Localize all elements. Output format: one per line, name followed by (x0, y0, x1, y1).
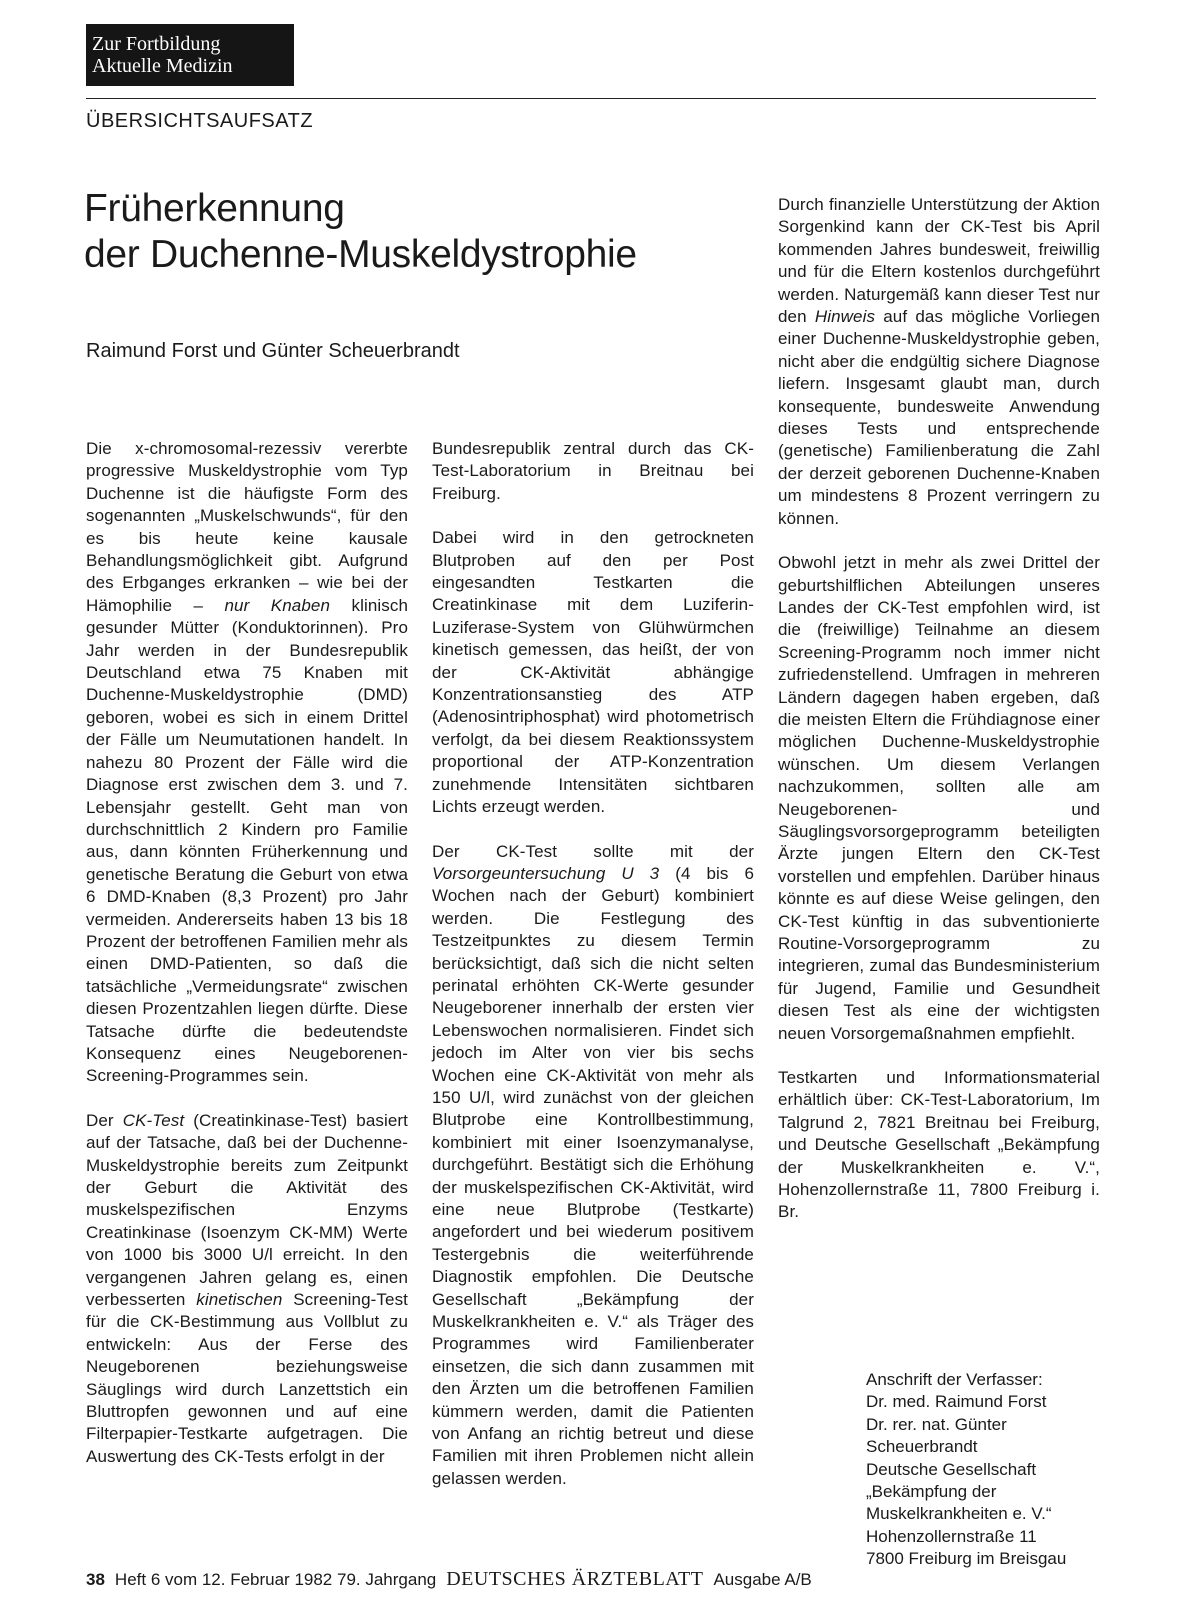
top-rule (86, 98, 1096, 99)
text: auf das mögliche Vorliegen einer Duchenne-Muskeldystrophie geben, nicht aber die endgültig sichere Diagnose liefern. Insgesamt glaubt man, durch konsequente, bundesweite Anwendung dieses Tests und entsprechende (genetische) Familienberatung die Zahl der derzeit geborenen Duchenne-Knaben um mindestens 8 Prozent verringern zu können. (778, 307, 1100, 528)
col3-paragraph-2: Obwohl jetzt in mehr als zwei Drittel der geburtshilflichen Abteilungen unseres Landes der CK-Test empfohlen wird, ist die (freiwillige) Teilnahme an diesem Screening-Programm noch immer nicht zufriedenstellend. Umfragen in mehreren Ländern dagegen haben ergeben, daß die meisten Eltern die Frühdiagnose einer möglichen Duchenne-Muskeldystrophie wünschen. Um diesem Verlangen nachzukommen, sollten alle am Neugeborenen- und Säuglingsvorsorgeprogramm beteiligten Ärzte jungen Eltern den CK-Test vorstellen und empfehlen. Darüber hinaus könnte es auf diese Weise gelingen, den CK-Test künftig in das subventionierte Routine-Vorsorgeprogramm zu integrieren, zumal das Bundesministerium für Jugend, Familie und Gesundheit diesen Test als eine der wichtigsten neuen Vorsorgemaßnahmen empfiehlt. (778, 553, 1100, 1043)
emphasis: CK-Test (122, 1110, 185, 1130)
text: Der (86, 1110, 114, 1130)
text: klinisch gesunder Mütter (Konduktorinnen). Pro Jahr werden in der Bundesrepublik Deutschland etwa 75 Knaben mit Duchenne-Muskeldystrophie (DMD) geboren, wobei es sich in einem Drittel der Fälle um Neumutationen handelt. In nahezu 80 Prozent der Fälle wird die Diagnose erst zwischen dem 3. und 7. Lebensjahr gestellt. Geht man von durchschnittlich 2 Kindern pro Familie aus, dann könnten Früherkennung und genetische Beratung die Geburt von etwa 6 DMD-Knaben (8,3 Prozent) pro Jahr vermeiden. Andererseits haben 13 bis 18 Prozent der betroffenen Familien mehr als einen DMD-Patienten, so daß die tatsächliche „Vermeidungsrate“ zwischen diesen Prozentzahlen liegen dürfte. Diese Tatsache dürfte die bedeutendste Konsequenz eines Neugeborenen-Screening-Programmes sein. (86, 595, 409, 1086)
issue-info: Heft 6 vom 12. Februar 1982 79. Jahrgang (114, 1570, 437, 1589)
column-1 (86, 438, 408, 1468)
col1-paragraph-2 (86, 1110, 408, 1469)
address-line: Dr. rer. nat. Günter (866, 1414, 1007, 1434)
column-3 (778, 194, 1100, 1224)
text: (4 bis 6 Wochen nach der Geburt) kombiniert werden. Die Festlegung des Testzeitpunktes zu diesem Termin berücksichtigt, daß sich die nicht selten perinatal erhöhten CK-Werte gesunder Neugeborener innerhalb der ersten vier Lebenswochen normalisieren. Findet sich jedoch im Alter von vier bis sechs Wochen eine CK-Aktivität von mehr als 150 U/l, wird zunächst von der gleichen Blutprobe eine Kontrollbestimmung, kombiniert mit einer Isoenzymanalyse, durchgeführt. Bestätigt sich die Erhöhung der muskelspezifischen CK-Aktivität, wird eine neue Blutprobe (Testkarte) angefordert und bei wiederum positivem Testergebnis die weiterführende Diagnostik empfohlen. Die Deutsche Gesellschaft „Bekämpfung der Muskelkrankheiten e. V.“ als Träger des Programmes wird Familienberater einsetzen, die sich dann zusammen mit den Ärzten um die betroffenen Familien kümmern werden, damit die Patienten von Anfang an richtig betreut und diese Familien mit ihren Problemen nicht allein gelassen werden. (432, 863, 754, 1488)
text: (Creatinkinase-Test) basiert auf der Tatsache, daß bei der Duchenne-Muskeldystrophie bereits zum Zeitpunkt der Geburt die Aktivität des muskelspezifischen Enzyms Creatinkinase (Isoenzym CK-MM) Werte von 1000 bis 3000 U/l erreicht. In den vergangenen Jahren gelang es, einen verbesserten (86, 1110, 409, 1310)
title-line2: der Duchenne-Muskeldystrophie (84, 233, 637, 276)
address-line: 7800 Freiburg im Breisgau (866, 1549, 1067, 1569)
author-address (866, 1369, 1066, 1571)
emphasis: Vorsorgeuntersuchung U 3 (432, 863, 660, 883)
address-line: Scheuerbrandt (866, 1437, 978, 1457)
page-number: 38 (86, 1570, 105, 1589)
text: Durch finanzielle Unterstützung der Aktion Sorgenkind kann der CK-Test bis April kommenden Jahres bundesweit, freiwillig und für die Eltern kostenlos durchgeführt werden. Naturgemäß kann dieser Test nur den (778, 195, 1100, 327)
col2-paragraph-2: Dabei wird in den getrockneten Blutproben auf den per Post eingesandten Testkarten die Creatinkinase mit dem Luziferin-Luziferase-System von Glühwürmchen kinetisch gemessen, das heißt, der von der CK-Aktivität abhängige Konzentrationsanstieg des ATP (Adenosintriphosphat) wird photometrisch verfolgt, da bei diesem Reaktionssystem proportional der ATP-Konzentration zunehmende Intensitäten sichtbaren Lichts erzeugt werden. (432, 528, 754, 817)
col1-paragraph-1 (86, 438, 408, 1088)
section-tag-line2: Aktuelle Medizin (92, 55, 233, 77)
edition: Ausgabe A/B (713, 1570, 812, 1589)
title-line1: Früherkennung (84, 187, 345, 230)
address-heading: Anschrift der Verfasser: (866, 1370, 1043, 1389)
emphasis: kinetischen (196, 1290, 283, 1310)
emphasis: nur Knaben (224, 595, 331, 615)
authors: Raimund Forst und Günter Scheuerbrandt (86, 340, 460, 362)
col2-paragraph-3 (432, 841, 754, 1491)
address-line: Deutsche Gesellschaft (866, 1459, 1037, 1479)
kicker: ÜBERSICHTSAUFSATZ (86, 110, 314, 132)
col2-paragraph-1: Bundesrepublik zentral durch das CK-Test-Laboratorium in Breitnau bei Freiburg. (432, 439, 754, 503)
page-footer (86, 1568, 812, 1591)
article-title (84, 186, 637, 278)
address-line: Dr. med. Raimund Forst (866, 1392, 1047, 1412)
text: Der CK-Test sollte mit der (432, 841, 754, 861)
text: Die x-chromosomal-rezessiv vererbte progressive Muskeldystrophie vom Typ Duchenne ist die häufigste Form des sogenannten „Muskelschwunds“, für den es bis heute keine kausale Behandlungsmöglichkeit gibt. Aufgrund des Erbganges erkranken – wie bei der Hämophilie – (86, 439, 408, 615)
journal-name: DEUTSCHES ÄRZTEBLATT (446, 1568, 704, 1590)
emphasis: Hinweis (814, 307, 876, 327)
address-line: „Bekämpfung der (866, 1482, 997, 1502)
section-tag-line1: Zur Fortbildung (92, 33, 221, 55)
text: Screening-Test für die CK-Bestimmung aus Vollblut zu entwickeln: Aus der Ferse des Neugeborenen beziehungsweise Säuglings wird durch Lanzettstich ein Bluttropfen gewonnen und auf eine Filterpapier-Testkarte aufgetragen. Die Auswertung des CK-Tests erfolgt in der (86, 1290, 408, 1466)
address-line: Muskelkrankheiten e. V.“ (866, 1504, 1052, 1524)
col3-paragraph-3: Testkarten und Informationsmaterial erhältlich über: CK-Test-Laboratorium, Im Talgrund 2, 7821 Breitnau bei Freiburg, und Deutsche Gesellschaft „Bekämpfung der Muskelkrankheiten e. V.“, Hohenzollernstraße 11, 7800 Freiburg i. Br. (778, 1068, 1100, 1222)
col3-paragraph-1 (778, 194, 1100, 530)
column-2 (432, 438, 754, 1490)
address-line: Hohenzollernstraße 11 (866, 1526, 1037, 1546)
section-tag (86, 24, 294, 86)
